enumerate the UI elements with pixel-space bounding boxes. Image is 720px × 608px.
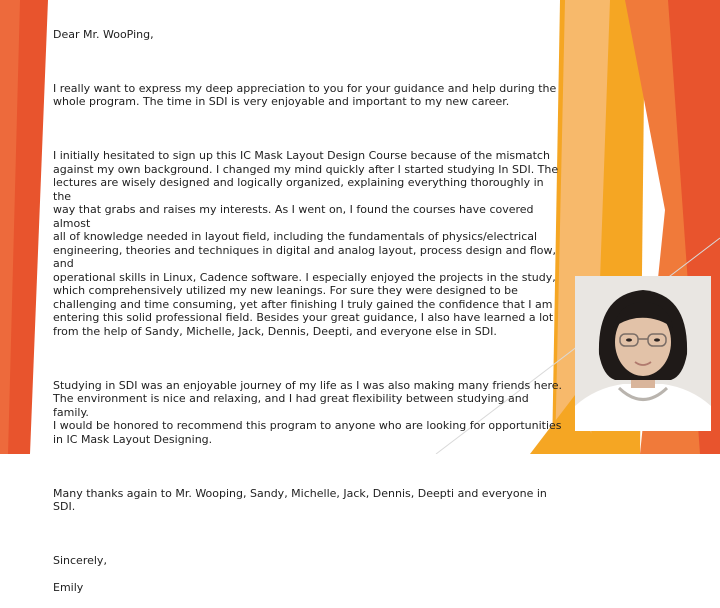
salutation: Dear Mr. WooPing, [53,27,154,41]
closing: Sincerely, [53,554,107,567]
paragraph-appreciation: I really want to express my deep appreciation to you for your guidance and help during the whole program. The time in SDI is very enjoyable and important to my new career. [53,81,557,108]
signature: Emily [53,581,84,594]
paragraph-recommendation: Studying in SDI was an enjoyable journey of my life as I was also making many friends here. The environment is nice and relaxing, and I had great flexibility between studying and family. I would be honored to recommend this program to anyone who are looking for opportunities in IC Mask Layout Designing. [53,378,563,446]
letter-body [53,14,565,608]
paragraph-thanks: Many thanks again to Mr. Wooping, Sandy, Michelle, Jack, Dennis, Deepti and everyone in SDI. [53,486,547,513]
portrait-photo [575,276,711,431]
paragraph-course-experience: I initially hesitated to sign up this IC Mask Layout Design Course because of the mismatch against my own background. I changed my mind quickly after I started studying In SDI. The lectures are wisely designed and logically organized, explaining everything thoroughly in the way that grabs and raises my interests. As I went on, I found the courses have covered almost all of knowledge needed in layout field, including the fundamentals of physics/electrical engineering, theories and techniques in digital and analog layout, process design and flow, and operational skills in Linux, Cadence software. I especially enjoyed the projects in the study, which comprehensively utilized my new leanings. For sure they were designed to be challenging and time consuming, yet after finishing I truly gained the confidence that I am entering this solid professional field. Besides your great guidance, I also have learned a lot from the help of Sandy, Michelle, Jack, Dennis, Deepti, and everyone else in SDI. [53,149,559,338]
